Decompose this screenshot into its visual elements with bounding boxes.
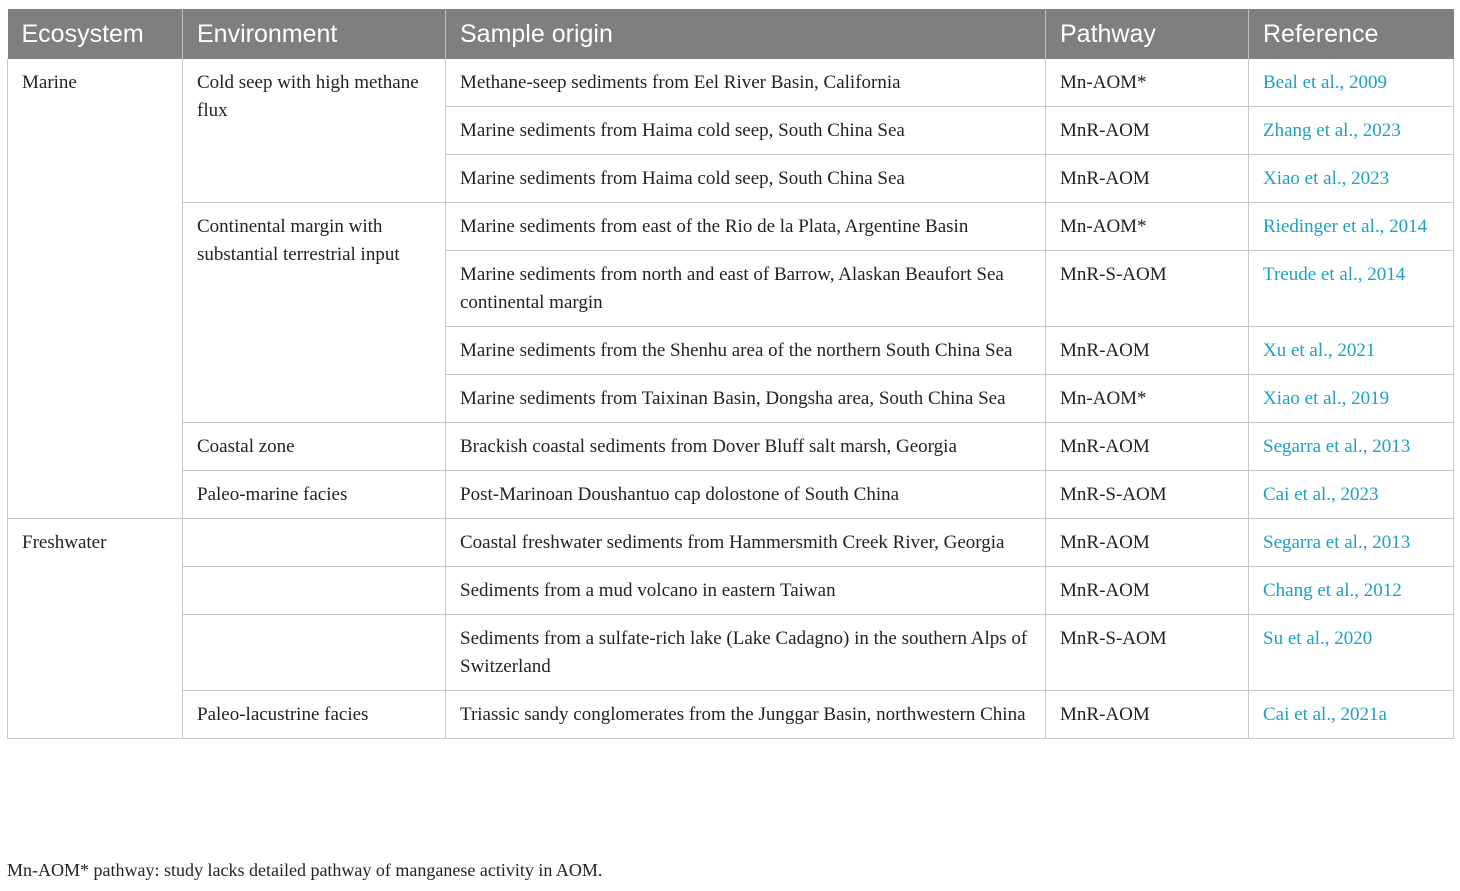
table-footnote: Mn-AOM* pathway: study lacks detailed pathway of manganese activity in AOM. <box>7 860 603 880</box>
header-sample-origin: Sample origin <box>446 9 1046 59</box>
reference-link[interactable]: Beal et al., 2009 <box>1263 72 1387 93</box>
environment-cell: Cold seep with high methane flux <box>183 59 446 203</box>
reference-link[interactable]: Cai et al., 2023 <box>1263 484 1379 505</box>
origin-cell: Marine sediments from the Shenhu area of the northern South China Sea <box>446 327 1046 375</box>
data-table <box>7 9 1454 739</box>
reference-cell <box>1249 615 1454 691</box>
pathway-cell: Mn-AOM* <box>1046 375 1249 423</box>
ecosystem-cell: Marine <box>8 59 183 519</box>
pathway-cell: Mn-AOM* <box>1046 59 1249 107</box>
reference-link[interactable]: Su et al., 2020 <box>1263 628 1373 649</box>
reference-cell <box>1249 327 1454 375</box>
origin-cell: Marine sediments from north and east of Barrow, Alaskan Beaufort Sea continental margin <box>446 251 1046 327</box>
origin-cell: Post-Marinoan Doushantuo cap dolostone of South China <box>446 471 1046 519</box>
header-reference: Reference <box>1249 9 1454 59</box>
reference-link[interactable]: Riedinger et al., 2014 <box>1263 216 1428 237</box>
reference-link[interactable]: Segarra et al., 2013 <box>1263 532 1411 553</box>
reference-cell <box>1249 519 1454 567</box>
table-row <box>8 567 1454 615</box>
pathway-cell: MnR-AOM <box>1046 155 1249 203</box>
pathway-cell: MnR-AOM <box>1046 327 1249 375</box>
table-row <box>8 471 1454 519</box>
table-row <box>8 691 1454 739</box>
reference-link[interactable]: Segarra et al., 2013 <box>1263 436 1411 457</box>
reference-cell <box>1249 107 1454 155</box>
environment-cell <box>183 519 446 567</box>
reference-link[interactable]: Treude et al., 2014 <box>1263 264 1406 285</box>
environment-cell <box>183 615 446 691</box>
pathway-cell: MnR-AOM <box>1046 519 1249 567</box>
environment-cell: Paleo-lacustrine facies <box>183 691 446 739</box>
reference-cell <box>1249 423 1454 471</box>
origin-cell: Coastal freshwater sediments from Hammersmith Creek River, Georgia <box>446 519 1046 567</box>
environment-cell: Paleo-marine facies <box>183 471 446 519</box>
origin-cell: Marine sediments from east of the Rio de la Plata, Argentine Basin <box>446 203 1046 251</box>
origin-cell: Methane-seep sediments from Eel River Basin, California <box>446 59 1046 107</box>
reference-link[interactable]: Cai et al., 2021a <box>1263 704 1387 725</box>
reference-cell <box>1249 59 1454 107</box>
table-row <box>8 203 1454 251</box>
origin-cell: Marine sediments from Haima cold seep, South China Sea <box>446 155 1046 203</box>
origin-cell: Triassic sandy conglomerates from the Junggar Basin, northwestern China <box>446 691 1046 739</box>
reference-link[interactable]: Xiao et al., 2023 <box>1263 168 1390 189</box>
header-ecosystem: Ecosystem <box>8 9 183 59</box>
header-row <box>8 9 1454 59</box>
header-environment: Environment <box>183 9 446 59</box>
ecosystem-cell: Freshwater <box>8 519 183 739</box>
pathway-cell: MnR-AOM <box>1046 107 1249 155</box>
pathway-cell: MnR-S-AOM <box>1046 471 1249 519</box>
pathway-cell: MnR-AOM <box>1046 423 1249 471</box>
header-pathway: Pathway <box>1046 9 1249 59</box>
environment-cell: Continental margin with substantial terrestrial input <box>183 203 446 423</box>
reference-link[interactable]: Xiao et al., 2019 <box>1263 388 1390 409</box>
origin-cell: Sediments from a mud volcano in eastern Taiwan <box>446 567 1046 615</box>
pathway-cell: MnR-AOM <box>1046 691 1249 739</box>
environment-cell: Coastal zone <box>183 423 446 471</box>
reference-cell <box>1249 375 1454 423</box>
origin-cell: Brackish coastal sediments from Dover Bluff salt marsh, Georgia <box>446 423 1046 471</box>
origin-cell: Marine sediments from Haima cold seep, South China Sea <box>446 107 1046 155</box>
table-container <box>7 9 1453 739</box>
environment-cell <box>183 567 446 615</box>
reference-cell <box>1249 567 1454 615</box>
reference-link[interactable]: Chang et al., 2012 <box>1263 580 1402 601</box>
pathway-cell: MnR-AOM <box>1046 567 1249 615</box>
pathway-cell: MnR-S-AOM <box>1046 251 1249 327</box>
pathway-cell: Mn-AOM* <box>1046 203 1249 251</box>
reference-link[interactable]: Zhang et al., 2023 <box>1263 120 1401 141</box>
table-row <box>8 59 1454 107</box>
origin-cell: Marine sediments from Taixinan Basin, Dongsha area, South China Sea <box>446 375 1046 423</box>
origin-cell: Sediments from a sulfate-rich lake (Lake Cadagno) in the southern Alps of Switzerland <box>446 615 1046 691</box>
reference-cell <box>1249 155 1454 203</box>
table-row <box>8 615 1454 691</box>
pathway-cell: MnR-S-AOM <box>1046 615 1249 691</box>
table-row <box>8 519 1454 567</box>
reference-cell <box>1249 691 1454 739</box>
table-row <box>8 423 1454 471</box>
reference-cell <box>1249 203 1454 251</box>
reference-link[interactable]: Xu et al., 2021 <box>1263 340 1376 361</box>
reference-cell <box>1249 251 1454 327</box>
reference-cell <box>1249 471 1454 519</box>
